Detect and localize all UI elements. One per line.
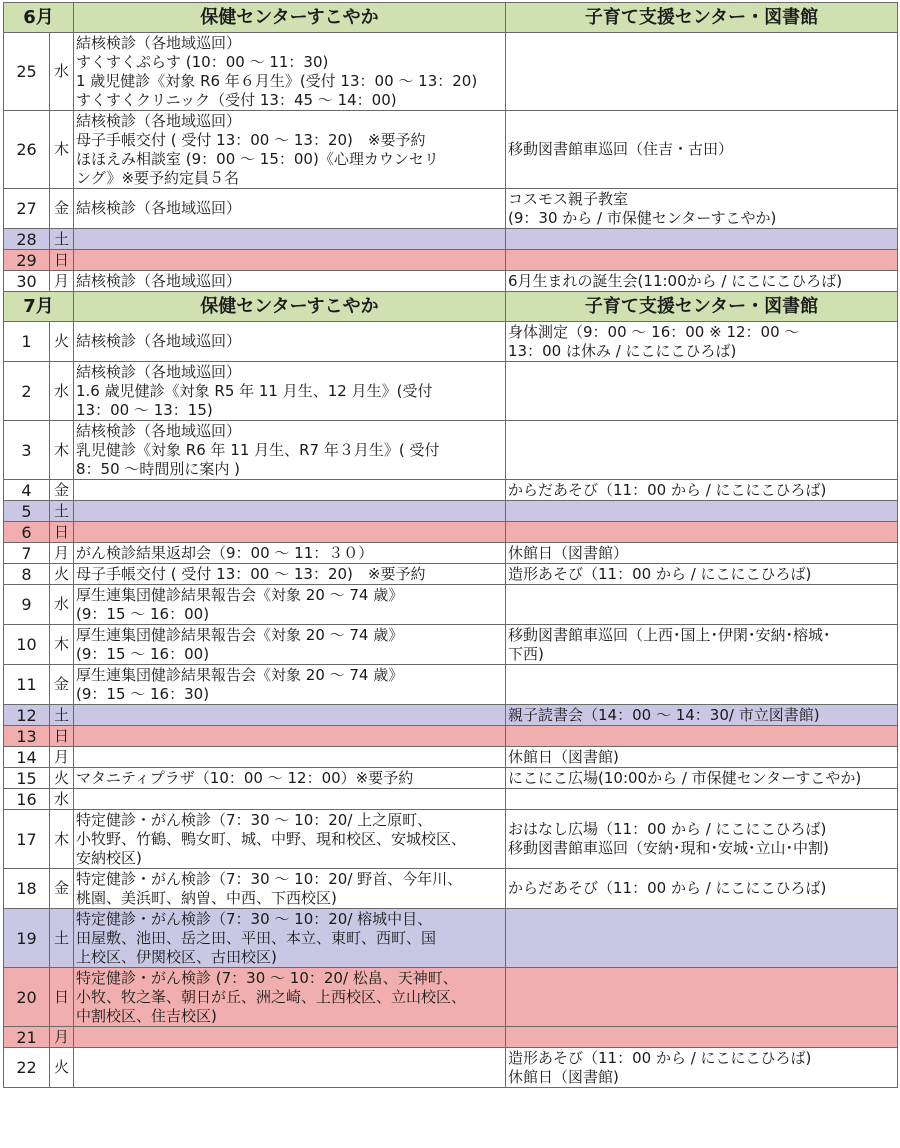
event-text: (9：15 ～ 16：00) <box>76 604 210 623</box>
day-number: 1 <box>4 322 50 362</box>
weekday-label: 金 <box>50 665 74 705</box>
event-text: 結核検診（各地域巡回） <box>76 111 242 130</box>
support-center-events <box>506 33 898 111</box>
event-text: 結核検診（各地域巡回） <box>76 421 242 440</box>
day-row <box>4 768 898 789</box>
health-center-events <box>74 421 506 480</box>
event-text: すくすくぷらす (10：00 ～ 11：30) <box>76 52 329 71</box>
event-text: 小牧、牧之峯、朝日が丘、洲之崎、上西校区、立山校区、 <box>76 987 467 1006</box>
support-center-events <box>506 189 898 229</box>
support-center-events <box>506 869 898 909</box>
support-center-events <box>506 111 898 189</box>
weekday-label: 金 <box>50 480 74 501</box>
day-row <box>4 909 898 968</box>
health-center-events <box>74 909 506 968</box>
day-number: 8 <box>4 564 50 585</box>
weekday-label: 火 <box>50 322 74 362</box>
day-number: 16 <box>4 789 50 810</box>
weekday-label: 水 <box>50 33 74 111</box>
day-row <box>4 250 898 271</box>
event-text: コスモス親子教室 <box>508 189 629 208</box>
health-center-events <box>74 665 506 705</box>
day-number: 20 <box>4 968 50 1027</box>
day-row <box>4 421 898 480</box>
day-row <box>4 789 898 810</box>
health-center-events <box>74 968 506 1027</box>
event-text: おはなし広場（11：00 から / にこにこひろば) <box>508 820 827 838</box>
weekday-label: 月 <box>50 1027 74 1048</box>
event-text: 中割校区、住吉校区) <box>76 1006 217 1025</box>
day-row <box>4 33 898 111</box>
weekday-label: 水 <box>50 789 74 810</box>
health-center-events <box>74 1027 506 1048</box>
support-center-events <box>506 665 898 705</box>
event-text: 田屋敷、池田、岳之田、平田、本立、東町、西町、国 <box>76 928 437 947</box>
day-row <box>4 625 898 665</box>
day-row <box>4 1048 898 1088</box>
month-label: 6月 <box>4 3 74 33</box>
event-text: (9：30 から / 市保健センターすこやか) <box>508 208 777 227</box>
month-header-row <box>4 292 898 322</box>
health-center-events <box>74 747 506 768</box>
support-center-events <box>506 1048 898 1088</box>
health-center-events <box>74 229 506 250</box>
weekday-label: 土 <box>50 229 74 250</box>
support-center-events <box>506 1027 898 1048</box>
event-text: 休館日（図書館） <box>508 543 629 562</box>
event-text: 休館日（図書館) <box>508 747 619 766</box>
event-text: 小牧野、竹鶴、鴨女町、城、中野、現和校区、安城校区、 <box>76 829 467 848</box>
calendar-body <box>4 3 898 1088</box>
day-number: 27 <box>4 189 50 229</box>
day-number: 14 <box>4 747 50 768</box>
event-calendar-table <box>3 2 898 1088</box>
health-center-events <box>74 869 506 909</box>
day-number: 6 <box>4 522 50 543</box>
day-number: 4 <box>4 480 50 501</box>
support-center-events <box>506 810 898 869</box>
day-row <box>4 564 898 585</box>
weekday-label: 日 <box>50 250 74 271</box>
support-center-events <box>506 968 898 1027</box>
weekday-label: 月 <box>50 543 74 564</box>
day-number: 5 <box>4 501 50 522</box>
day-row <box>4 705 898 726</box>
month-header-row <box>4 3 898 33</box>
weekday-label: 金 <box>50 189 74 229</box>
weekday-label: 木 <box>50 810 74 869</box>
weekday-label: 日 <box>50 522 74 543</box>
event-text: 1.6 歳児健診《対象 R5 年 11 月生、12 月生》(受付 <box>76 381 433 400</box>
event-text: 休館日（図書館) <box>508 1067 619 1086</box>
event-text: 結核検診（各地域巡回） <box>76 271 242 290</box>
support-center-events <box>506 909 898 968</box>
day-row <box>4 747 898 768</box>
event-text: 身体測定（9：00 ～ 16：00 ※ 12：00 ～ <box>508 322 800 341</box>
event-text: 特定健診・がん検診（7：30 ～ 10：20/ 榕城中目、 <box>76 909 433 928</box>
event-text: (9：15 ～ 16：00) <box>76 644 210 663</box>
weekday-label: 日 <box>50 968 74 1027</box>
event-text: からだあそび（11：00 から / にこにこひろば) <box>508 879 827 897</box>
health-center-events <box>74 810 506 869</box>
support-center-events <box>506 501 898 522</box>
health-center-events <box>74 362 506 421</box>
support-center-events <box>506 271 898 292</box>
health-center-events <box>74 543 506 564</box>
health-center-events <box>74 789 506 810</box>
day-number: 21 <box>4 1027 50 1048</box>
day-row <box>4 189 898 229</box>
day-row <box>4 968 898 1027</box>
weekday-label: 木 <box>50 421 74 480</box>
day-number: 2 <box>4 362 50 421</box>
health-center-events <box>74 322 506 362</box>
event-text: 造形あそび（11：00 から / にこにこひろば) <box>508 564 812 583</box>
day-row <box>4 271 898 292</box>
support-center-events <box>506 229 898 250</box>
day-number: 15 <box>4 768 50 789</box>
health-center-events <box>74 564 506 585</box>
weekday-label: 土 <box>50 705 74 726</box>
event-text: (9：15 ～ 16：30) <box>76 684 210 703</box>
weekday-label: 木 <box>50 111 74 189</box>
health-center-events <box>74 33 506 111</box>
health-center-events <box>74 271 506 292</box>
day-number: 30 <box>4 271 50 292</box>
support-center-events <box>506 789 898 810</box>
event-text: 特定健診・がん検診（7：30 ～ 10：20/ 野首、今年川、 <box>76 869 463 888</box>
day-row <box>4 543 898 564</box>
day-number: 13 <box>4 726 50 747</box>
event-text: 1 歳児健診《対象 R6 年６月生》(受付 13：00 ～ 13：20) <box>76 71 478 90</box>
weekday-label: 木 <box>50 625 74 665</box>
health-center-events <box>74 501 506 522</box>
day-number: 10 <box>4 625 50 665</box>
day-number: 29 <box>4 250 50 271</box>
day-row <box>4 322 898 362</box>
day-row <box>4 229 898 250</box>
support-center-events <box>506 480 898 501</box>
health-center-events <box>74 705 506 726</box>
event-text: ング》※要予約定員５名 <box>76 168 240 187</box>
health-center-events <box>74 189 506 229</box>
event-text: 厚生連集団健診結果報告会《対象 20 ～ 74 歳》 <box>76 625 404 644</box>
event-text: 造形あそび（11：00 から / にこにこひろば) <box>508 1048 812 1067</box>
day-row <box>4 810 898 869</box>
event-text: 下西) <box>508 644 544 663</box>
event-text: 6月生まれの誕生会(11:00から / にこにこひろば) <box>508 271 843 290</box>
event-text: にこにこ広場(10:00から / 市保健センターすこやか) <box>508 768 862 787</box>
event-text: 結核検診（各地域巡回） <box>76 33 242 52</box>
event-text: 移動図書館車巡回（住吉・古田） <box>508 140 734 158</box>
weekday-label: 月 <box>50 271 74 292</box>
event-text: すくすくクリニック（受付 13：45 ～ 14：00) <box>76 90 397 109</box>
day-number: 17 <box>4 810 50 869</box>
weekday-label: 火 <box>50 768 74 789</box>
day-row <box>4 501 898 522</box>
health-center-events <box>74 585 506 625</box>
day-number: 25 <box>4 33 50 111</box>
event-text: 上校区、伊関校区、古田校区) <box>76 947 277 966</box>
support-center-events <box>506 421 898 480</box>
month-label: 7月 <box>4 292 74 322</box>
day-number: 19 <box>4 909 50 968</box>
event-text: 乳児健診《対象 R6 年 11 月生、R7 年３月生》( 受付 <box>76 440 440 459</box>
column-header-health-center: 保健センターすこやか <box>74 3 506 33</box>
support-center-events <box>506 362 898 421</box>
event-text: 母子手帳交付 ( 受付 13：00 ～ 13：20) ※要予約 <box>76 130 426 149</box>
column-header-support-center: 子育て支援センター・図書館 <box>506 292 898 322</box>
day-number: 28 <box>4 229 50 250</box>
health-center-events <box>74 250 506 271</box>
health-center-events <box>74 1048 506 1088</box>
support-center-events <box>506 543 898 564</box>
day-row <box>4 585 898 625</box>
health-center-events <box>74 726 506 747</box>
event-text: 母子手帳交付 ( 受付 13：00 ～ 13：20) ※要予約 <box>76 564 426 583</box>
event-text: マタニティプラザ（10：00 ～ 12：00）※要予約 <box>76 768 414 787</box>
weekday-label: 土 <box>50 501 74 522</box>
day-number: 3 <box>4 421 50 480</box>
event-text: 移動図書館車巡回（上西･国上･伊閑･安納･榕城･ <box>508 625 831 644</box>
event-text: がん検診結果返却会（9：00 ～ 11：３０） <box>76 543 374 562</box>
column-header-support-center: 子育て支援センター・図書館 <box>506 3 898 33</box>
day-number: 11 <box>4 665 50 705</box>
weekday-label: 火 <box>50 1048 74 1088</box>
day-row <box>4 1027 898 1048</box>
support-center-events <box>506 726 898 747</box>
day-row <box>4 111 898 189</box>
support-center-events <box>506 322 898 362</box>
health-center-events <box>74 625 506 665</box>
support-center-events <box>506 564 898 585</box>
event-text: 厚生連集団健診結果報告会《対象 20 ～ 74 歳》 <box>76 585 404 604</box>
day-number: 9 <box>4 585 50 625</box>
day-number: 12 <box>4 705 50 726</box>
event-text: からだあそび（11：00 から / にこにこひろば) <box>508 480 827 499</box>
event-text: ほほえみ相談室 (9：00 ～ 15：00)《心理カウンセリ <box>76 149 439 168</box>
day-row <box>4 726 898 747</box>
event-text: 結核検診（各地域巡回） <box>76 199 242 217</box>
day-number: 7 <box>4 543 50 564</box>
support-center-events <box>506 625 898 665</box>
health-center-events <box>74 522 506 543</box>
weekday-label: 金 <box>50 869 74 909</box>
support-center-events <box>506 705 898 726</box>
day-number: 18 <box>4 869 50 909</box>
event-text: 結核検診（各地域巡回） <box>76 332 242 350</box>
event-text: 特定健診・がん検診 (7：30 ～ 10：20/ 松畠、天神町、 <box>76 968 458 987</box>
event-text: 特定健診・がん検診（7：30 ～ 10：20/ 上之原町、 <box>76 810 433 829</box>
event-text: 親子読書会（14：00 ～ 14：30/ 市立図書館) <box>508 705 820 724</box>
event-text: 厚生連集団健診結果報告会《対象 20 ～ 74 歳》 <box>76 665 404 684</box>
weekday-label: 土 <box>50 909 74 968</box>
day-row <box>4 665 898 705</box>
support-center-events <box>506 585 898 625</box>
event-text: 移動図書館車巡回（安納･現和･安城･立山･中割) <box>508 839 829 857</box>
column-header-health-center: 保健センターすこやか <box>74 292 506 322</box>
weekday-label: 日 <box>50 726 74 747</box>
support-center-events <box>506 522 898 543</box>
event-text: 安納校区) <box>76 848 142 867</box>
weekday-label: 月 <box>50 747 74 768</box>
weekday-label: 火 <box>50 564 74 585</box>
day-row <box>4 480 898 501</box>
day-number: 26 <box>4 111 50 189</box>
event-text: 桃園、美浜町、納曽、中西、下西校区) <box>76 888 337 907</box>
weekday-label: 水 <box>50 585 74 625</box>
support-center-events <box>506 250 898 271</box>
event-text: 13：00 ～ 13：15) <box>76 400 213 419</box>
event-text: 結核検診（各地域巡回） <box>76 362 242 381</box>
support-center-events <box>506 747 898 768</box>
day-row <box>4 362 898 421</box>
day-row <box>4 522 898 543</box>
health-center-events <box>74 480 506 501</box>
health-center-events <box>74 768 506 789</box>
health-center-events <box>74 111 506 189</box>
event-text: 8：50 ～時間別に案内 ) <box>76 459 241 478</box>
support-center-events <box>506 768 898 789</box>
day-number: 22 <box>4 1048 50 1088</box>
weekday-label: 水 <box>50 362 74 421</box>
event-text: 13：00 は休み / にこにこひろば) <box>508 341 737 360</box>
day-row <box>4 869 898 909</box>
